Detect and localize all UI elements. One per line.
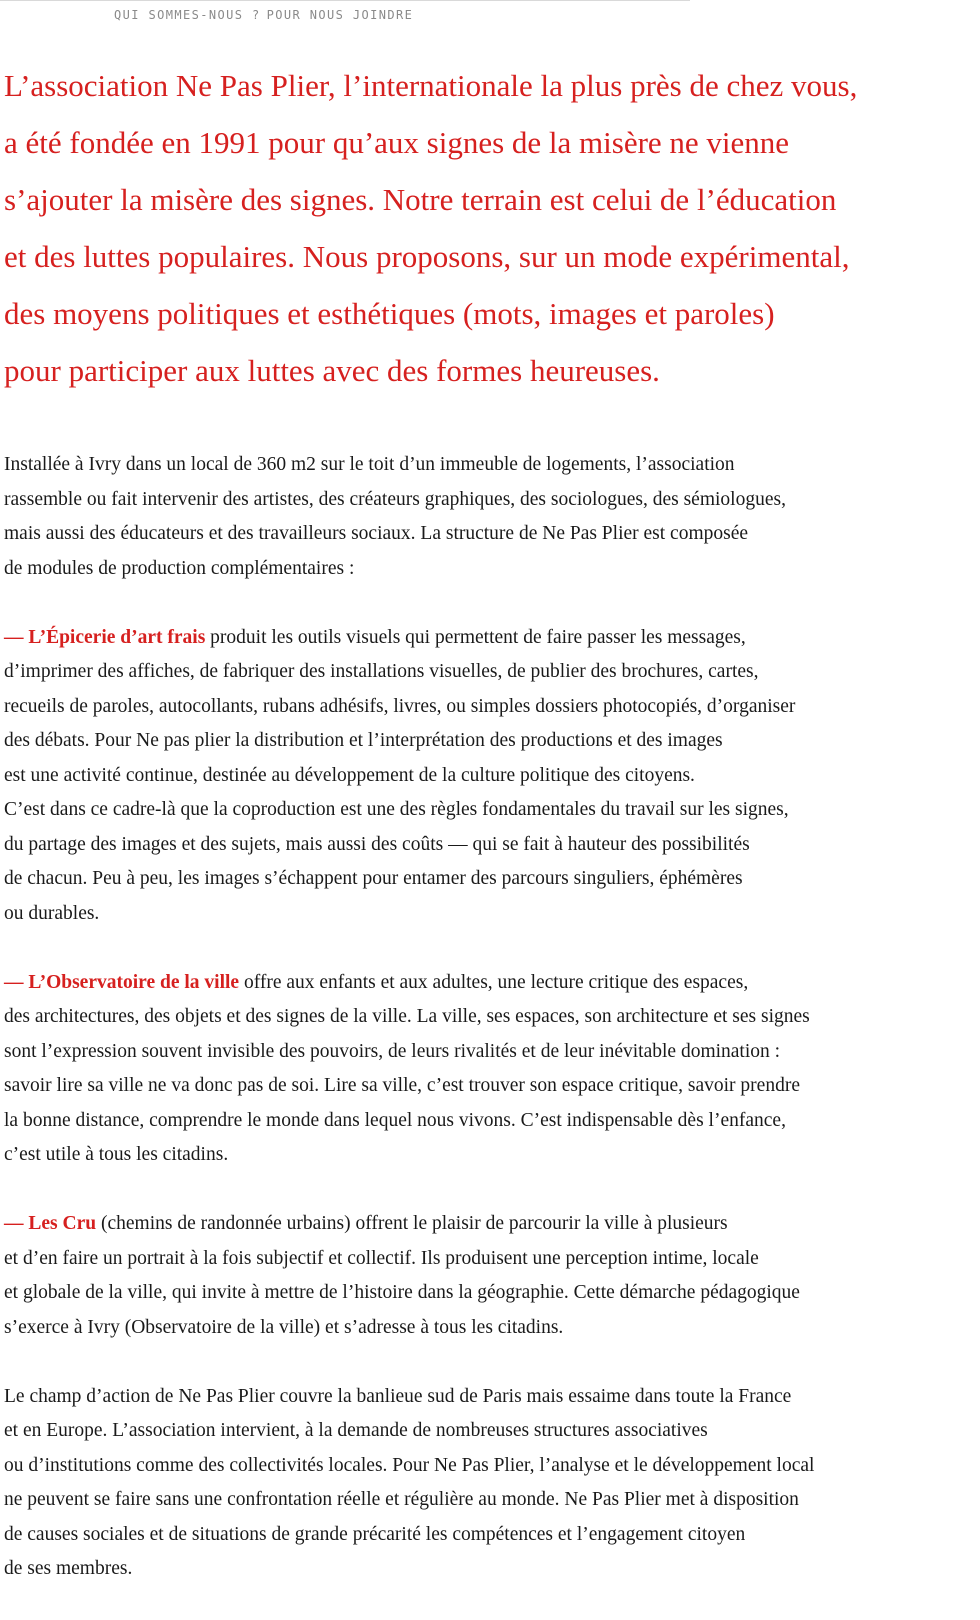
paragraph-location bbox=[4, 448, 976, 586]
text-line: de chacun. Peu à peu, les images s’échappent pour entamer des parcours singuliers, éphémères bbox=[4, 868, 743, 889]
text-line: et en Europe. L’association intervient, à la demande de nombreuses structures associatives bbox=[4, 1420, 708, 1441]
text-line: C’est dans ce cadre-là que la coproduction est une des règles fondamentales du travail sur les signes, bbox=[4, 799, 789, 820]
text-line: est une activité continue, destinée au développement de la culture politique des citoyens. bbox=[4, 764, 695, 786]
module-title-cru: — Les Cru bbox=[4, 1213, 97, 1234]
text-line: — L’Épicerie d’art frais produit les outils visuels qui permettent de faire passer les messages, bbox=[4, 626, 746, 648]
paragraph-scope bbox=[4, 1380, 976, 1587]
text-line: la bonne distance, comprendre le monde dans lequel nous vivons. C’est indispensable dès l’enfance, bbox=[4, 1109, 786, 1131]
text-line: ou d’institutions comme des collectivités locales. Pour Ne Pas Plier, l’analyse et le développement local bbox=[4, 1454, 815, 1476]
text-line: du partage des images et des sujets, mais aussi des coûts — qui se fait à hauteur des possibilités bbox=[4, 833, 750, 855]
text-line: Le champ d’action de Ne Pas Plier couvre la banlieue sud de Paris mais essaime dans toute la France bbox=[4, 1385, 792, 1407]
intro-line: et des luttes populaires. Nous proposons, sur un mode expérimental, bbox=[4, 239, 850, 274]
text-line: — L’Observatoire de la ville offre aux enfants et aux adultes, une lecture critique des espaces, bbox=[4, 971, 749, 993]
intro-line: pour participer aux luttes avec des formes heureuses. bbox=[4, 353, 660, 388]
nav-link-about[interactable]: QUI SOMMES-NOUS ? bbox=[114, 8, 261, 22]
text-line: recueils de paroles, autocollants, rubans adhésifs, livres, ou simples dossiers photocopiés, d’organiser bbox=[4, 695, 796, 717]
text-line: de ses membres. bbox=[4, 1558, 133, 1579]
intro-line: des moyens politiques et esthétiques (mots, images et paroles) bbox=[4, 296, 775, 331]
intro-line: L’association Ne Pas Plier, l’internationale la plus près de chez vous, bbox=[4, 68, 858, 103]
paragraph-cru bbox=[4, 1207, 976, 1345]
text-line: c’est utile à tous les citadins. bbox=[4, 1144, 229, 1165]
top-nav bbox=[114, 8, 413, 22]
paragraph-observatoire bbox=[4, 966, 976, 1173]
intro-line: s’ajouter la misère des signes. Notre terrain est celui de l’éducation bbox=[4, 182, 837, 217]
text-line: savoir lire sa ville ne va donc pas de soi. Lire sa ville, c’est trouver son espace critique, savoir prendre bbox=[4, 1075, 800, 1096]
text-line: de modules de production complémentaires : bbox=[4, 557, 355, 579]
paragraph-epicerie bbox=[4, 621, 976, 932]
nav-link-contact[interactable]: POUR NOUS JOINDRE bbox=[266, 8, 414, 22]
text-line: d’imprimer des affiches, de fabriquer des installations visuelles, de publier des brochures, cartes, bbox=[4, 661, 759, 682]
text-line: des débats. Pour Ne pas plier la distribution et l’interprétation des productions et des images bbox=[4, 730, 723, 751]
article-body bbox=[4, 448, 976, 1587]
module-title-epicerie: — L’Épicerie d’art frais bbox=[4, 626, 206, 648]
module-title-observatoire: — L’Observatoire de la ville bbox=[4, 971, 240, 993]
text-line: mais aussi des éducateurs et des travailleurs sociaux. La structure de Ne Pas Plier est composée bbox=[4, 523, 749, 544]
text-line: et globale de la ville, qui invite à mettre de l’histoire dans la géographie. Cette démarche pédagogique bbox=[4, 1282, 800, 1303]
intro-statement bbox=[4, 57, 976, 399]
text-line: des architectures, des objets et des signes de la ville. La ville, ses espaces, son architecture et ses signes bbox=[4, 1006, 810, 1027]
text-line: Installée à Ivry dans un local de 360 m2 sur le toit d’un immeuble de logements, l’association bbox=[4, 454, 735, 475]
text-line: — Les Cru (chemins de randonnée urbains) offrent le plaisir de parcourir la ville à plusieurs bbox=[4, 1213, 728, 1234]
text-line: sont l’expression souvent invisible des pouvoirs, de leurs rivalités et de leur inévitable domination : bbox=[4, 1040, 781, 1062]
intro-line: a été fondée en 1991 pour qu’aux signes de la misère ne vienne bbox=[4, 125, 790, 160]
text-line: ou durables. bbox=[4, 902, 100, 924]
top-divider bbox=[0, 0, 690, 1]
text-line: et d’en faire un portrait à la fois subjectif et collectif. Ils produisent une perception intime, locale bbox=[4, 1247, 759, 1269]
text-line: rassemble ou fait intervenir des artistes, des créateurs graphiques, des sociologues, des sémiologues, bbox=[4, 488, 786, 510]
text-line: de causes sociales et de situations de grande précarité les compétences et l’engagement citoyen bbox=[4, 1523, 746, 1545]
text-line: ne peuvent se faire sans une confrontation réelle et régulière au monde. Ne Pas Plier met à disposition bbox=[4, 1489, 799, 1510]
text-line: s’exerce à Ivry (Observatoire de la ville) et s’adresse à tous les citadins. bbox=[4, 1316, 564, 1338]
